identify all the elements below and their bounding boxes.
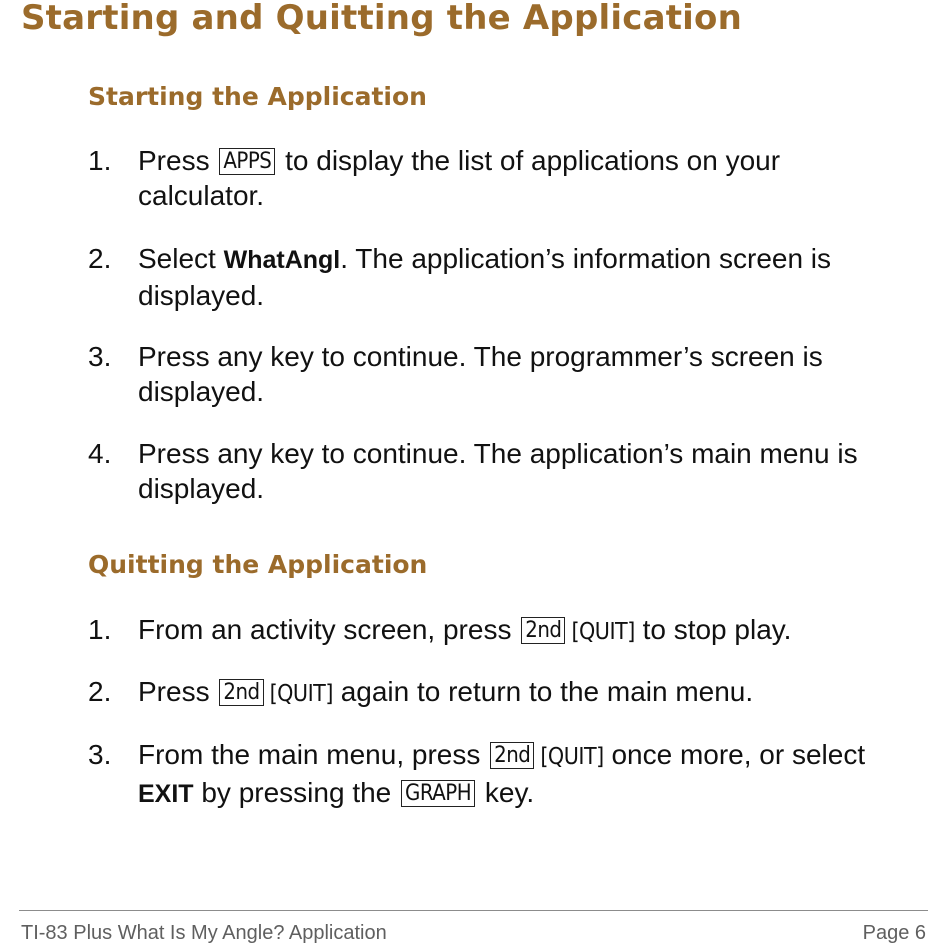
quit-function-label: [QUIT] <box>540 744 604 770</box>
step-number: 1. <box>88 614 112 645</box>
app-name: WhatAngl <box>223 246 341 274</box>
step-number: 3. <box>88 739 112 770</box>
exit-menu-term: EXIT <box>138 780 194 808</box>
starting-step-4 <box>88 436 908 506</box>
step-text: From an activity screen, press 2nd [QUIT] to stop play. <box>138 614 792 645</box>
starting-step-3 <box>88 339 908 409</box>
2nd-key-icon: 2nd <box>219 679 263 706</box>
section-heading-starting: Starting the Application <box>88 82 427 111</box>
section-heading-quitting: Quitting the Application <box>88 550 428 579</box>
apps-key-icon: APPS <box>219 148 275 175</box>
quit-function-label: [QUIT] <box>269 681 333 707</box>
step-number: 1. <box>88 145 112 176</box>
quitting-step-1 <box>88 612 908 650</box>
step-text: Press any key to continue. The application’s main menu is displayed. <box>138 438 858 504</box>
step-text: Press APPS to display the list of applications on your calculator. <box>138 145 781 211</box>
step-text: Select WhatAngl. The application’s information screen is displayed. <box>138 243 832 311</box>
footer-page-number: Page 6 <box>862 922 926 944</box>
page-title: Starting and Quitting the Application <box>21 0 742 38</box>
step-number: 4. <box>88 438 112 469</box>
step-text: Press 2nd [QUIT] again to return to the main menu. <box>138 676 754 707</box>
quitting-step-3 <box>88 737 908 812</box>
step-text: From the main menu, press 2nd [QUIT] once more, or select EXIT by pressing the GRAPH key. <box>138 739 866 808</box>
quitting-step-2 <box>88 674 908 712</box>
starting-step-2 <box>88 241 908 313</box>
2nd-key-icon: 2nd <box>490 742 534 769</box>
footer-divider <box>19 910 928 911</box>
step-number: 3. <box>88 341 112 372</box>
starting-step-1 <box>88 143 908 213</box>
step-number: 2. <box>88 676 112 707</box>
footer-doc-title: TI-83 Plus What Is My Angle? Application <box>21 922 387 944</box>
step-number: 2. <box>88 243 112 274</box>
step-text: Press any key to continue. The programmer’s screen is displayed. <box>138 341 823 407</box>
quit-function-label: [QUIT] <box>571 619 635 645</box>
2nd-key-icon: 2nd <box>521 617 565 644</box>
graph-key-icon: GRAPH <box>401 780 475 807</box>
